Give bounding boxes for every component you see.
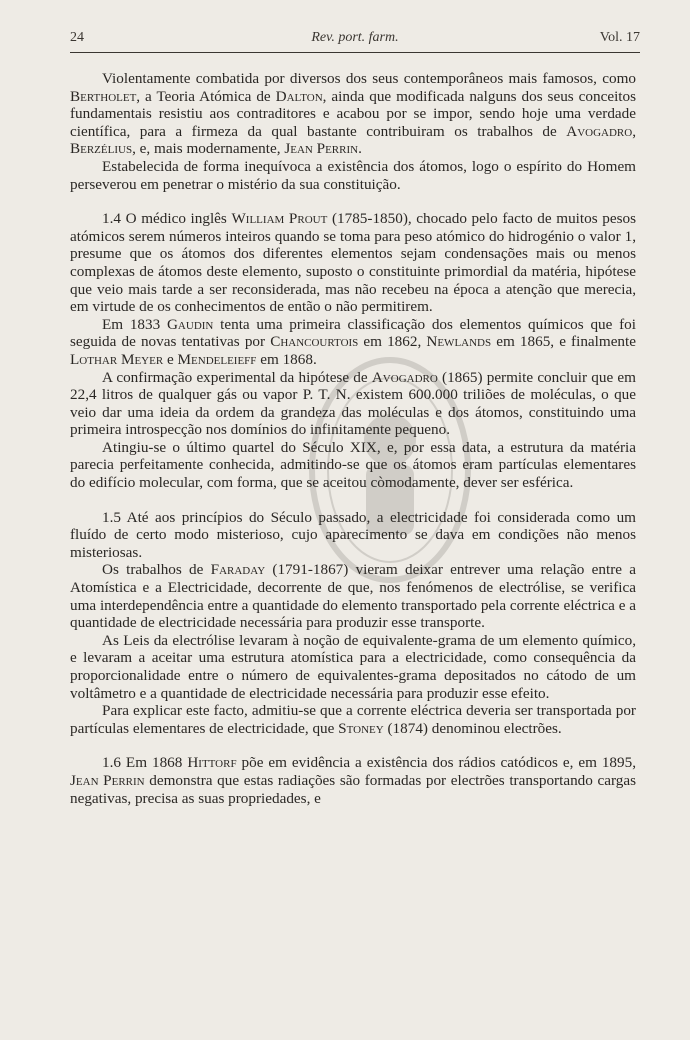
paragraph	[70, 369, 636, 439]
author-name: William Prout	[231, 210, 328, 228]
text-run: A confirmação experimental da hipótese de	[102, 368, 372, 386]
author-name: Jean Perrin	[284, 140, 359, 158]
text-run: Estabelecida de forma inequívoca a existência dos átomos, logo o espírito do Homem perseverou em penetrar o mistério da sua constituição.	[70, 157, 636, 193]
author-name: Newlands	[426, 333, 492, 351]
text-run: (1785-1850), chocado pelo facto de muitos pesos atómicos serem números inteiros quando se toma para peso atómico do hidrogénio o valor 1, presume que os átomos dos diferentes elementos sejam condensações mais ou menos complexas de átomos deste elemento, suposto o constituinte primordial da matéria, hipótese que veio mais tarde a ser reconsiderada, mas não recebeu na época a atenção que merecia, em virtude de os conhecimentos de então o não permitirem.	[70, 210, 637, 316]
text-run: em 1868.	[256, 350, 317, 368]
header-rule	[70, 52, 640, 53]
article-body	[70, 70, 636, 807]
paragraph	[70, 702, 636, 737]
author-name: Bertholet	[70, 87, 137, 105]
journal-title: Rev. port. farm.	[311, 30, 399, 45]
paragraph	[70, 70, 636, 158]
text-run: e	[163, 350, 178, 368]
paragraph	[70, 316, 636, 369]
paragraph	[70, 754, 636, 807]
author-name: Avogadro	[566, 122, 633, 140]
text-run: 1.4 O médico inglês	[102, 210, 232, 228]
text-run: demonstra que estas radiações são formadas por electrões transportando cargas negativas, precisa as suas propriedades, e	[70, 771, 636, 807]
text-run: (1865) permite concluir que em 22,4 litros de qualquer gás ou vapor P. T. N. existem 600.000 triliões de moléculas, o que veio dar uma ideia da ordem da grandeza das moléculas e dos átomos, constituindo uma primeira introspecção nos domínios do infinitamente pequeno.	[70, 368, 636, 439]
text-run: Os trabalhos de	[102, 561, 211, 579]
text-run: .	[358, 140, 362, 158]
text-run: Atingiu-se o último quartel do Século XIX, e, por essa data, a estrutura da matéria parecia perfeitamente conhecida, admitindo-se que os átomos eram partículas elementares do edifício molecular, com forma, que se aceitou còmodamente, dever ser esférica.	[70, 438, 636, 492]
text-run: em 1862,	[358, 333, 427, 351]
author-name: Dalton	[275, 87, 323, 105]
volume-label: Vol. 17	[599, 30, 640, 45]
page-header	[70, 30, 640, 52]
paragraph	[70, 210, 636, 316]
text-run: (1874) denominou electrões.	[383, 719, 562, 737]
author-name: Lothar Meyer	[70, 350, 164, 368]
text-run: tenta uma primeira classificação dos elementos químicos que foi seguida de novas tentativas por	[70, 315, 636, 351]
paragraph	[70, 439, 636, 492]
author-name: Chancourtois	[270, 333, 359, 351]
paragraph	[70, 561, 636, 631]
paragraph	[70, 158, 636, 193]
page-number: 24	[70, 30, 84, 45]
author-name: Jean Perrin	[70, 771, 145, 789]
text-run: , ainda que modificada nalguns dos seus conceitos fundamentais resistiu aos contraditores e acabou por se impor, sendo hoje uma verdade científica, para a firmeza da qual bastante contribuiram os trabalhos de	[70, 87, 637, 140]
paragraph	[70, 632, 636, 702]
paragraph-gap	[70, 193, 636, 210]
author-name: Mendeleieff	[177, 350, 257, 368]
text-run: Para explicar este facto, admitiu-se que a corrente eléctrica deveria ser transportada por partículas elementares de electricidade, que	[70, 702, 636, 737]
text-run: em 1865, e finalmente	[491, 333, 636, 351]
author-name: Berzélius	[70, 140, 133, 158]
text-run: As Leis da electrólise levaram à noção de equivalente-grama de um elemento químico, e levaram a aceitar uma estrutura atomística para a electricidade, como consequência da proporcionalidade entre o número de equivalentes-grama depositados no cátodo de um voltâmetro e a quantidade de electricidade necessária para produzir esse efeito.	[70, 631, 636, 702]
text-run: ,	[632, 122, 636, 140]
text-run: 1.5 Até aos princípios do Século passado, a electricidade foi considerada como um fluído de certo modo misterioso, cujo aparecimento se dava em condições não menos misteriosas.	[70, 508, 636, 561]
author-name: Avogadro	[371, 368, 438, 386]
paragraph	[70, 509, 636, 562]
text-run: põe em evidência a existência dos rádios catódicos e, em 1895,	[236, 754, 637, 772]
author-name: Faraday	[210, 561, 266, 579]
text-run: Violentamente combatida por diversos dos seus contemporâneos mais famosos, como	[102, 70, 636, 87]
author-name: Gaudin	[166, 315, 214, 333]
text-run: (1791-1867) vieram deixar entrever uma relação entre a Atomística e a Electricidade, decorrente de que, nos fenómenos de electrólise, se verifica uma interdependência entre a quantidade do elemento transportado pela corrente eléctrica e a quantidade de electricidade necessária para produzir esse transporte.	[70, 561, 636, 632]
paragraph-gap	[70, 492, 636, 509]
text-run: , a Teoria Atómica de	[136, 87, 276, 105]
author-name: Hittorf	[187, 754, 237, 772]
text-run: Em 1833	[102, 315, 167, 333]
author-name: Stoney	[338, 719, 384, 737]
paragraph-gap	[70, 737, 636, 754]
text-run: , e, mais modernamente,	[132, 140, 285, 158]
text-run: 1.6 Em 1868	[102, 754, 188, 772]
